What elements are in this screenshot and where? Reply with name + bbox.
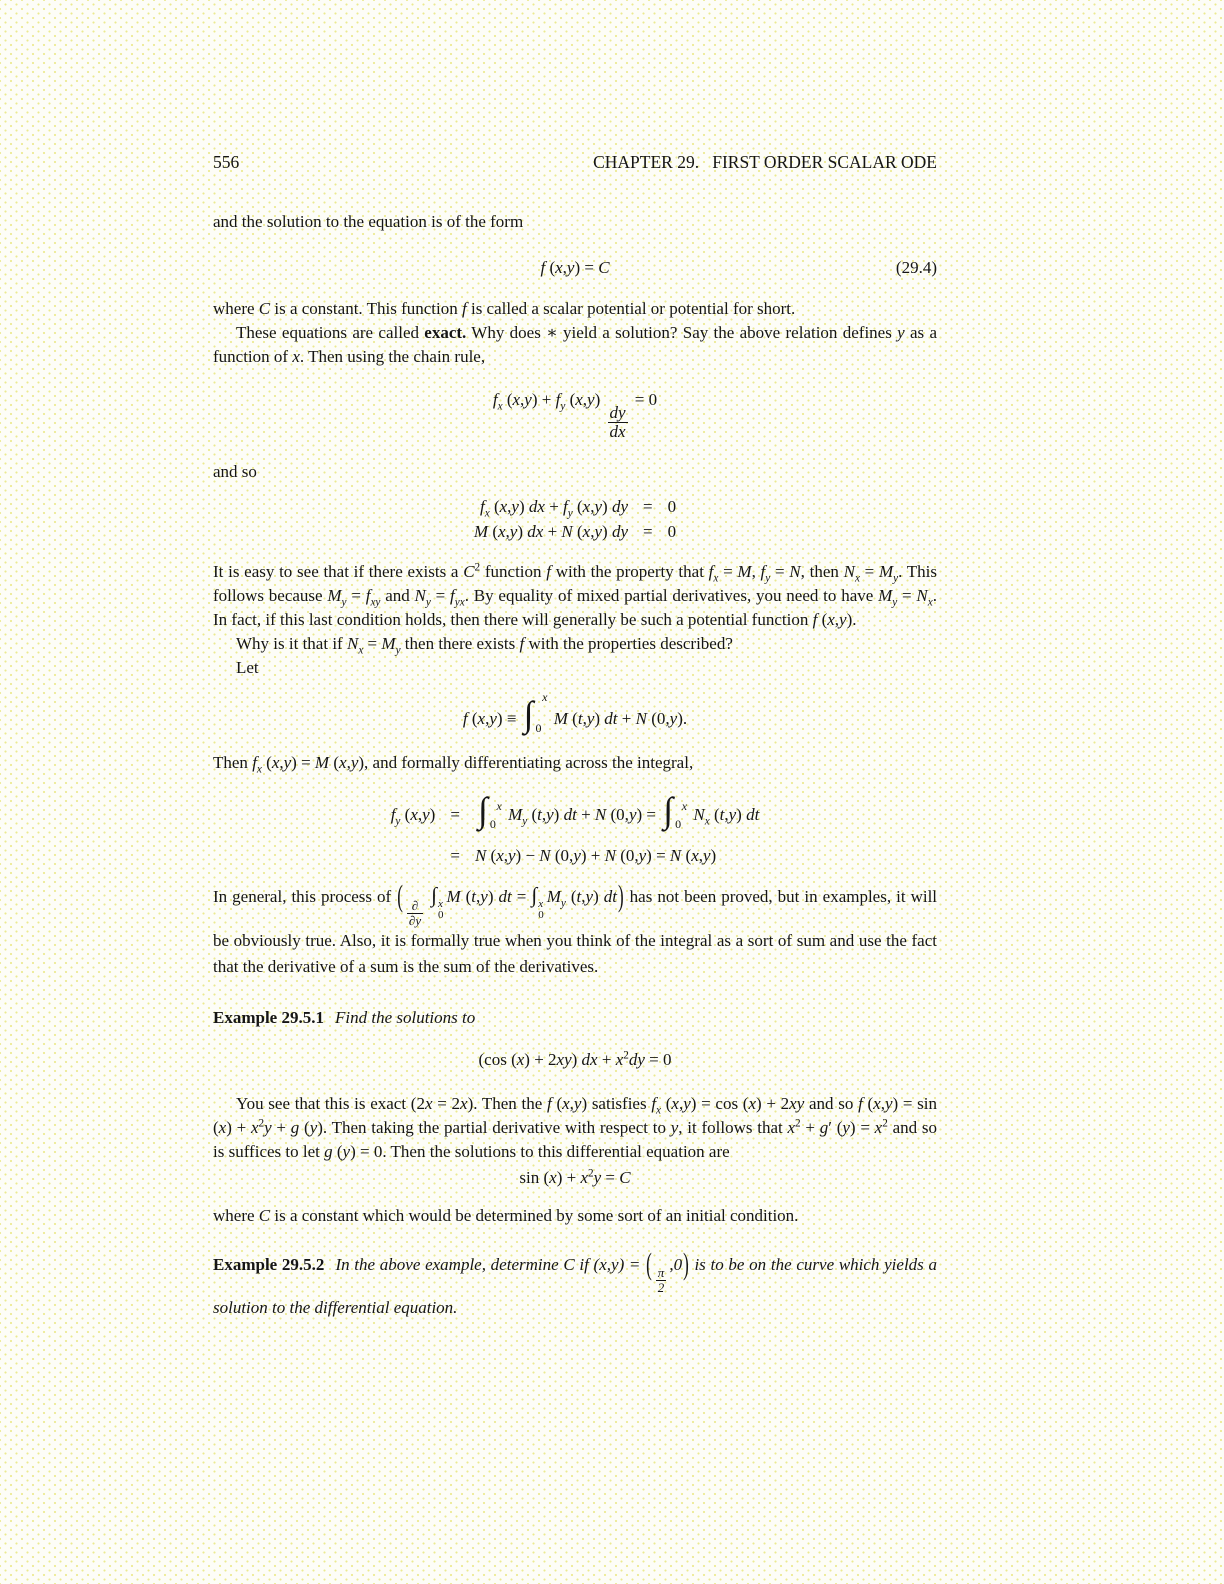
- equation-rhs: 0: [667, 522, 677, 542]
- connector-and-so: and so: [213, 462, 257, 482]
- paragraph-exact-definition: These equations are called exact. Why does ∗ yield a solution? Say the above relation defines y as a function of x. Then using the chain rule,: [213, 323, 937, 366]
- example-text: Find the solutions to: [334, 1007, 476, 1027]
- equation-lhs: $f_x$ (x,y) dx + $f_y$ (x,y) dy: [479, 497, 628, 520]
- running-header: [213, 150, 937, 174]
- page-content: [213, 150, 937, 1321]
- paragraph-let: Let: [236, 658, 259, 678]
- example-29-5-1: [213, 1006, 937, 1030]
- example-label: Example 29.5.2: [213, 1254, 325, 1274]
- chapter-title: CHAPTER 29. FIRST ORDER SCALAR ODE: [593, 152, 937, 172]
- paragraph-then-fx: Then $f_x$ (x,y) = M (x,y), and formally differentiating across the integral,: [213, 753, 694, 776]
- equation-chain-rule: $f_x$ $(x,y) + f_y$ (x,y) $\frac{dy}{dx}$ = 0: [492, 390, 658, 442]
- equation-body: f (x,y) = C: [540, 258, 610, 277]
- page-number: 556: [213, 152, 240, 172]
- equation-row: [474, 494, 676, 519]
- equation-rhs: ∫ x 0 $M_y$ (t,y) dt + N (0,y) = ∫ x 0 $N_x$ (t,y) dt: [477, 790, 760, 832]
- equation-number: (29.4): [895, 258, 937, 277]
- example-text: In the above example, determine C if (x,y) = ( $\frac{\pi}{2}$ ,0) is to be on the curve which yields a solution to the differential equation.: [213, 1246, 937, 1317]
- example-label: Example 29.5.1: [213, 1007, 324, 1027]
- equation-rhs: N (x,y) − N (0,y) + N (0,y) = N (x,y): [474, 846, 717, 866]
- equation-relation: =: [642, 522, 653, 542]
- paragraph-mixed-partials: It is easy to see that if there exists a $C^2$ function f with the property that $f_x = M$, $f_y = N$, then $N_x = M_y$. This follows because $M_y = f_{xy}$ and $N_y = f_{yx}$. By equality of mixed partial derivatives, you need to have $M_y = N_x$. In fact, if this last condition holds, then there will generally be such a potential function f (x,y).: [213, 561, 938, 630]
- paragraph-you-see: You see that this is exact (2x = 2x). Then the f (x,y) satisfies $f_x$ (x,y) = cos (x) + 2xy and so f $(x,y) = \sin (x) + x^2y + g$ (y). Then taking the partial derivative with respect to y, it follows that $x^2 + g'$ $(y) = x^2$ and so is suffices to let g (y) = 0. Then the solutions to this differential equation are: [213, 1093, 938, 1161]
- equation-array-differentials: [474, 494, 676, 544]
- paragraph-scalar-potential: where C is a constant. This function f is called a scalar potential or potential for short.: [213, 299, 796, 318]
- paragraph-why-question: Why is it that if $N_x = M_y$ then there exists f with the properties described?: [236, 634, 733, 657]
- equation-row: [391, 843, 760, 868]
- equation-relation: =: [642, 497, 653, 517]
- equation-potential-definition: f (x,y) ≡ ∫ x 0 M (t,y) dt + N (0,y).: [462, 690, 688, 736]
- paragraph-where-constant: where C is a constant which would be determined by some sort of an initial condition.: [213, 1205, 799, 1225]
- intro-line: and the solution to the equation is of the form: [213, 212, 524, 231]
- equation-relation: =: [450, 846, 460, 866]
- equation-solution: $\sin (x) + x^2y = C$: [519, 1167, 631, 1187]
- equation-rhs: 0: [667, 497, 677, 517]
- example-29-5-2: [213, 1246, 937, 1321]
- equation-row: [391, 787, 760, 843]
- paragraph-in-general: In general, this process of ( $\frac{\partial}{\partial y}$ ∫ x 0 M (t,y) dt = ∫ x 0 $M_y$ (t,y) dt) has not been proved, but in examples, it will be obviously true. Also, it is formally true when you think of the integral as a sort of sum and use the fact that the derivative of a sum is the sum of the derivatives.: [213, 879, 938, 976]
- equation-29-4: [213, 255, 937, 281]
- equation-row: [474, 519, 676, 544]
- equation-relation: =: [450, 805, 460, 825]
- equation-lhs: M (x,y) dx + N (x,y) dy: [473, 522, 628, 542]
- equation-lhs: $f_y$ (x,y): [390, 805, 436, 828]
- equation-exact-example: (cos (x) + 2xy) dx + $x^2dy = 0$: [478, 1049, 672, 1069]
- equation-array-fy: [391, 787, 760, 868]
- equation-lhs: [391, 843, 436, 868]
